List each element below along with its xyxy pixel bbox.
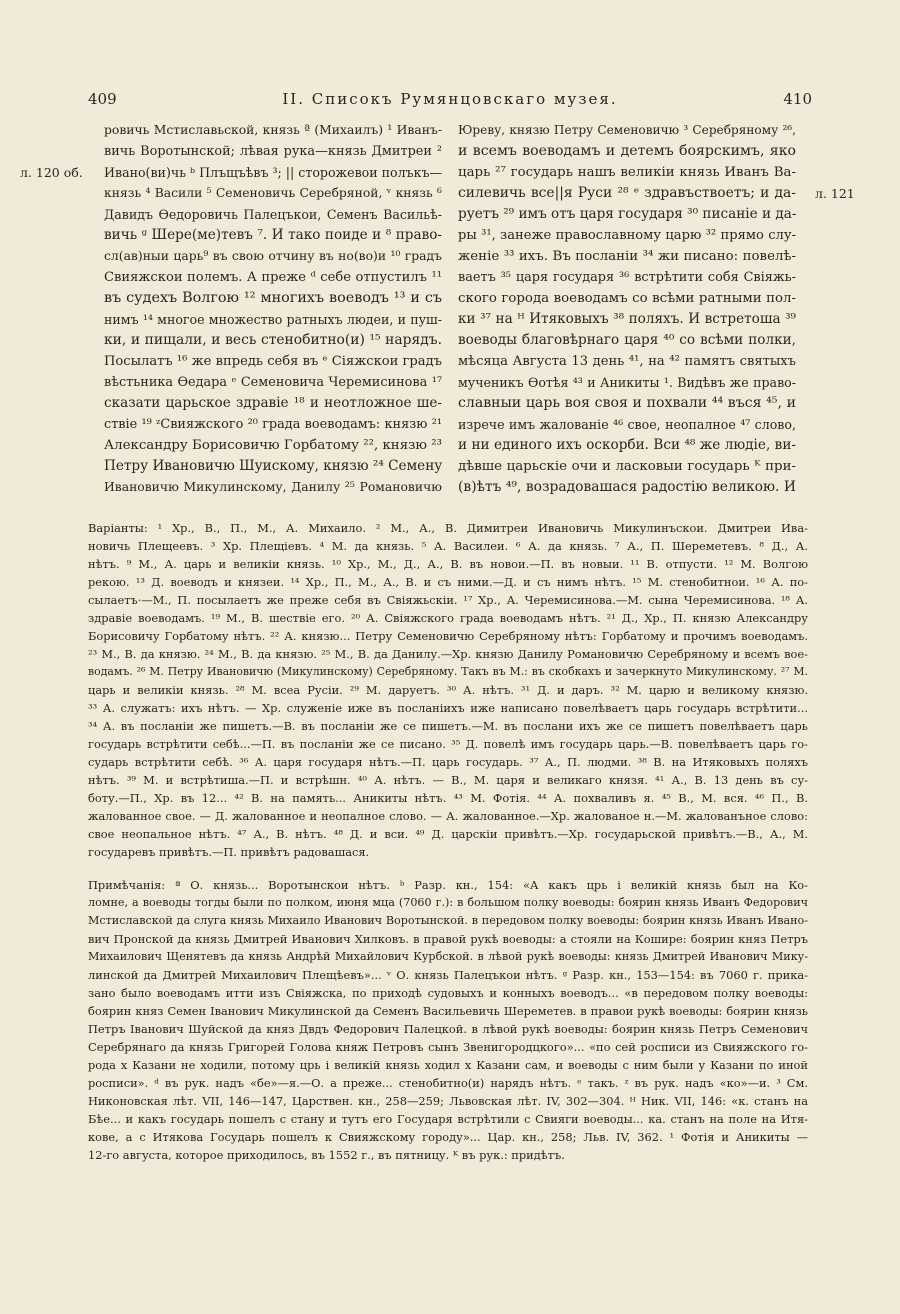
variant-line: жалованное свое. — Д. жалованное и неопалное слово. — А. жалованное.—Хр. жалованое н.—М. жалованъное слово:: [88, 809, 808, 823]
note-line: Петръ Іванович Шуйской да княз Двдъ Федорович Палецкой. в лѣвой рукѣ воеводы: боярин князь Петръ Семенович: [88, 1022, 808, 1036]
running-header: [88, 90, 812, 112]
text-line: нимъ ¹⁴ многое множество ратныхъ людеи, и пуш-: [104, 312, 442, 327]
text-line: вѣстьника Ѳедара ᵉ Семеновича Черемисинова ¹⁷: [104, 375, 442, 390]
note-line: зано было воеводамъ итти изъ Свіяжска, по приходѣ судовыхъ и конныхъ воеводъ... «в передовом полку воеводы:: [88, 986, 808, 1000]
page-number-left: 409: [88, 90, 117, 108]
variant-line: ³³ А. служатъ: ихъ нѣтъ. — Хр. служеніе иже въ посланіихъ иже написано повелѣваетъ царь государь встрѣтити...: [88, 701, 808, 715]
text-line: ваетъ ³⁵ царя государя ³⁶ встрѣтити собя Свіяжь-: [458, 270, 796, 285]
text-line: ки ³⁷ на ᴴ Итяковыхъ ³⁸ поляхъ. И встретоша ³⁹: [458, 311, 796, 327]
variant-line: сударь встрѣтити себѣ. ³⁶ А. царя государя нѣтъ.—П. царь государь. ³⁷ А., П. людми. ³⁸ В. на Итяковыхъ поляхъ: [88, 755, 808, 769]
note-line: Мстиславской да слуга князь Михаило Иванович Воротынской. в передовом полку воеводы: боярин князь Иванъ Ивано-: [88, 914, 808, 927]
variant-line: нѣтъ. ³⁹ М. и встрѣтиша.—П. и встрѣшн. ⁴⁰ А. нѣтъ. — В., М. царя и великаго князя. ⁴¹ А., В. 13 день въ су-: [88, 773, 808, 787]
variant-line: царь и великіи князь. ²⁸ М. всеа Русіи. ²⁹ М. даруетъ. ³⁰ А. нѣтъ. ³¹ Д. и даръ. ³² М. царю и великому князю.: [88, 683, 808, 697]
text-line: сл(ав)ныи царь⁹ въ свою отчину въ но(во)и ¹⁰ градъ: [104, 249, 442, 263]
variant-line: здравіе воеводамъ. ¹⁹ М., В. шествіе его. ²⁰ А. Свіяжского града воеводамъ нѣтъ. ²¹ Д., Хр., П. князю Александру: [88, 611, 808, 625]
text-line: славныи царь воя своя и похвали ⁴⁴ въся ⁴⁵, и: [458, 395, 796, 411]
editorial-notes: [88, 876, 808, 1164]
folio-label-left: л. 120 об.: [20, 165, 83, 180]
running-title: II. Списокъ Румянцовскаго музея.: [282, 90, 618, 108]
variant-line: водамъ. ²⁶ М. Петру Ивановичю (Микулинскому) Серебряному. Такъ въ М.: въ скобкахъ и зачеркнуто Микулинскому. ²⁷ М.: [88, 665, 808, 678]
text-line: и ни единого ихъ оскорби. Вси ⁴⁸ же людіе, ви-: [458, 437, 796, 453]
text-line: сказати царьское здравіе ¹⁸ и неотложное ше-: [104, 395, 442, 411]
text-line: ствіе ¹⁹ ᶻСвияжского ²⁰ града воеводамъ: князю ²¹: [104, 417, 442, 432]
text-line: мученикъ Ѳотѣя ⁴³ и Аникиты ¹. Видѣвъ же право-: [458, 375, 796, 390]
note-line: боярин княз Семен Іванович Микулинской да Семенъ Васильевичь Шереметев. в правои рукѣ воеводы: боярин князь: [88, 1004, 808, 1018]
note-line: Никоновская лѣт. VII, 146—147, Царствен. кн., 258—259; Львовская лѣт. IV, 302—304. ᴴ Ник. VII, 146: «к. станъ на: [88, 1094, 808, 1108]
text-line: воеводы благовѣрнаго царя ⁴⁰ со всѣми полки,: [458, 332, 796, 348]
variant-line: Борисовичу Горбатому нѣтъ. ²² А. князю... Петру Семеновичю Серебряному нѣтъ: Горбатому и прочимъ воеводамъ.: [88, 629, 808, 643]
variant-line: свое неопальное нѣтъ. ⁴⁷ А., В. нѣтъ. ⁴⁸ Д. и вси. ⁴⁹ Д. царскіи привѣтъ.—Хр. государьской привѣтъ.—В., А., М.: [88, 827, 808, 841]
text-line: князь ⁴ Васили ⁵ Семеновичь Серебряной, ᵛ князь ⁶: [104, 186, 442, 200]
text-line: Юреву, князю Петру Семеновичю ³ Серебряному ²⁶,: [458, 123, 796, 137]
variants-apparatus: [88, 519, 808, 861]
text-line: царь ²⁷ государь нашъ великіи князь Иванъ Ва-: [458, 165, 796, 180]
text-line: ского города воеводамъ со всѣми ратными пол-: [458, 291, 796, 306]
note-line: вич Пронской да князь Дмитрей Иванович Хилковъ. в правой рукѣ воеводы: а стояли на Кошире: боярин княз Петръ: [88, 932, 808, 946]
text-line: Петру Ивановичю Шуискому, князю ²⁴ Семену: [104, 458, 443, 474]
note-line: Серебрянаго да князь Григорей Голова княж Петровъ сынъ Звенигородцкого»... «по сей росписи из Свияжского го-: [88, 1040, 808, 1054]
text-line: Свияжскои полемъ. А преже ᵈ себе отпустилъ ¹¹: [104, 270, 442, 285]
text-line: вичь ᵍ Шере(ме)тевъ ⁷. И тако поиде и ⁸ право-: [104, 227, 442, 243]
variant-line: государь встрѣтити себѣ...—П. въ посланіи же се писано. ³⁵ Д. повелѣ имъ государь царь.—В. повелѣваетъ царь го-: [88, 737, 808, 751]
text-line: ровичь Мстиславьской, князь ª (Михаилъ) ¹ Иванъ-: [104, 123, 442, 137]
folio-label-right: л. 121: [815, 186, 855, 201]
page-number-right: 410: [783, 90, 812, 108]
text-line: Посылатъ ¹⁶ же впредь себя въ ᵉ Сіяжскои градъ: [104, 354, 442, 369]
note-line: Бѣе... и какъ государь пошелъ с стану и тутъ его Государя встрѣтили с Свияги воеводы... ка. станъ на поле на Итя-: [88, 1112, 808, 1126]
text-line: ры ³¹, занеже православному царю ³² прямо слу-: [458, 228, 796, 243]
text-line: дѣвше царьскіе очи и ласковыи государь ᴷ при-: [458, 459, 796, 474]
variant-line: Варіанты: ¹ Хр., В., П., М., А. Михаило. ² М., А., В. Димитреи Ивановичь Микулинъскои. Дмитреи Ива-: [88, 521, 808, 535]
note-line: рода х Казани не ходили, потому црь і великій князь ходил х Казани сам, и воеводы с ним были у Казани по иной: [88, 1058, 808, 1072]
text-line: Давидъ Ѳедоровичь Палецъкои, Семенъ Васильѣ-: [104, 207, 442, 222]
text-line: Ивано(ви)чь ᵇ Плъщъѣвъ ³; || сторожевои полъкъ—: [104, 165, 443, 180]
variant-line: ³⁴ А. въ посланіи же пишетъ.—В. въ посланіи же се пишетъ.—М. въ послани ихъ же се пишетъ повелѣваетъ царь: [88, 719, 808, 733]
left-text-column: [104, 120, 442, 498]
right-text-column: [458, 120, 796, 498]
text-line: въ судехъ Волгою ¹² многихъ воеводъ ¹³ и съ: [104, 290, 442, 306]
note-line: Михаилович Щенятевъ да князь Андрѣй Михайлович Курбской. в лѣвой рукѣ воеводы: князь Дмитрей Иванович Мику-: [88, 950, 808, 963]
note-line: кове, а с Итякова Государь пошелъ к Свияжскому городу»... Цар. кн., 258; Льв. IV, 362. ¹ Фотія и Аникиты —: [88, 1130, 808, 1144]
note-line: 12-го августа, которое приходилось, въ 1552 г., въ пятницу. ᴷ въ рук.: придѣтъ.: [88, 1148, 565, 1162]
text-line: женіе ³³ ихъ. Въ посланіи ³⁴ жи писано: повелѣ-: [458, 249, 796, 264]
text-line: Ивановичю Микулинскому, Данилу ²⁵ Романовичю: [104, 480, 442, 494]
variant-line: новичь Плещеевъ. ³ Хр. Плещіевъ. ⁴ М. да князь. ⁵ А. Василеи. ⁶ А. да князь. ⁷ А., П. Шереметевъ. ⁸ Д., А.: [88, 539, 808, 553]
text-line: (в)ѣтъ ⁴⁹, возрадовашася радостію великою. И: [458, 479, 796, 495]
text-line: мѣсяца Августа 13 день ⁴¹, на ⁴² памятъ святыхъ: [458, 354, 796, 369]
variant-line: сылаетъ·—М., П. посылаетъ же преже себя въ Свіяжьскіи. ¹⁷ Хр., А. Черемисинова.—М. сына Черемисинова. ¹⁸ А.: [88, 593, 808, 607]
variant-line: боту.—П., Хр. въ 12... ⁴² В. на память... Аникиты нѣтъ. ⁴³ М. Фотія. ⁴⁴ А. похваливъ я. ⁴⁵ В., М. вся. ⁴⁶ П., В.: [88, 791, 808, 805]
text-line: изрече имъ жалованіе ⁴⁶ свое, неопалное ⁴⁷ слово,: [458, 417, 796, 432]
note-line: ломне, а воеводы тогды были по полком, июня мца (7060 г.): в большом полку воеводы: боярин князь Иванъ Федорович: [88, 896, 808, 909]
variant-line: рекою. ¹³ Д. воеводъ и князеи. ¹⁴ Хр., П., М., А., В. и съ ними.—Д. и съ нимъ нѣтъ. ¹⁵ М. стенобитнои. ¹⁶ А. по-: [88, 575, 808, 589]
text-line: и всемъ воеводамъ и детемъ боярскимъ, яко: [458, 143, 796, 159]
variant-line: нѣтъ. ⁹ М., А. царь и великіи князь. ¹⁰ Хр., М., Д., А., В. въ новои.—П. въ новыи. ¹¹ В. отпусти. ¹² М. Волгою: [88, 557, 808, 571]
text-line: ки, и пищали, и весь стенобитно(и) ¹⁵ нарядъ.: [104, 332, 442, 348]
text-line: руетъ ²⁹ имъ отъ царя государя ³⁰ писаніе и да-: [458, 206, 797, 222]
note-line: линской да Дмитрей Михаилович Плещѣевъ»... ᵛ О. князь Палецъкои нѣтъ. ᵍ Разр. кн., 153—154: въ 7060 г. прика-: [88, 968, 808, 982]
text-line: силевичь все||я Руси ²⁸ ᵉ здравъствоетъ; и да-: [458, 185, 796, 201]
note-line: Примѣчанія: ª О. князь... Воротынскои нѣтъ. ᵇ Разр. кн., 154: «А какъ црь і великій князь был на Ко-: [88, 878, 808, 892]
text-line: Александру Борисовичю Горбатому ²², князю ²³: [104, 438, 442, 453]
text-line: вичь Воротынской; лѣвая рука—князь Дмитреи ²: [104, 144, 442, 159]
variant-line: государевъ привѣтъ.—П. привѣтъ радовашася.: [88, 845, 370, 859]
variant-line: ²³ М., В. да князю. ²⁴ М., В. да князю. ²⁵ М., В. да Данилу.—Хр. князю Данилу Романовичю Серебряному и всемъ вое-: [88, 647, 808, 661]
note-line: росписи». ᵈ въ рук. надъ «бе»—я.—О. а преже... стенобитно(и) нарядъ нѣтъ. ᵉ такъ. ᶻ въ рук. надъ «ко»—и. ³ См.: [88, 1076, 808, 1090]
